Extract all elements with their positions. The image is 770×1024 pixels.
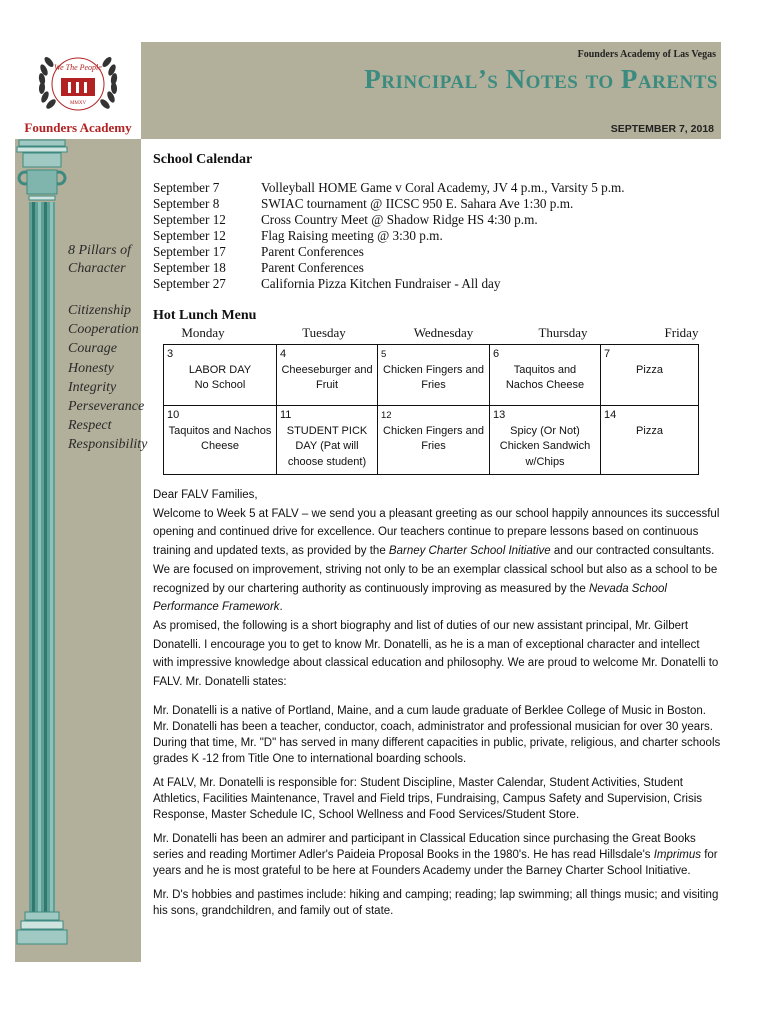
calendar-title: School Calendar bbox=[153, 152, 253, 167]
calendar-event-text: Parent Conferences bbox=[261, 260, 364, 275]
letter-emphasis: Nevada School Performance Framework bbox=[153, 582, 667, 614]
svg-text:We The People: We The People bbox=[54, 63, 102, 72]
calendar-date: September 27 bbox=[153, 276, 226, 291]
calendar-date: September 7 bbox=[153, 180, 220, 195]
lunch-date-number: 3 bbox=[167, 348, 174, 360]
lunch-days-header bbox=[148, 325, 734, 341]
lunch-cell bbox=[601, 406, 699, 475]
letter-text: Welcome to Week 5 at FALV – we send you a pleasant greeting as our school happily announces its successful opening and continued drive for excellence. Our teachers continue to prepare lessons based on continuous training and updated texts, as provided by the bbox=[153, 507, 720, 558]
virtue-item: Perseverance bbox=[68, 399, 145, 415]
bio-paragraph: Mr. Donatelli is a native of Portland, Maine, and a cum laude graduate of Berklee College of Music in Boston. Mr. Donatelli has been a teacher, conductor, coach, administrator and professional musician for over 30 years. During that time, Mr. "D" has served in many different capacities in public, private, religious, and charter schools grades K -12 from Title One to international boarding schools. bbox=[153, 705, 721, 765]
svg-text:MMXV: MMXV bbox=[69, 101, 87, 106]
bio-text: for years and he is most grateful to be here at Founders Academy under the Barney Charter School Initiative. bbox=[153, 849, 718, 877]
lunch-week-row bbox=[164, 406, 699, 475]
lunch-cell bbox=[601, 345, 699, 406]
calendar-event-text: California Pizza Kitchen Fundraiser - All day bbox=[261, 276, 501, 291]
lunch-date-number: 5 bbox=[381, 349, 387, 360]
calendar-event bbox=[153, 244, 625, 260]
letter-text: and our contracted consultants. We are focused on improvement, striving not only to be an exemplar classical school but also as a school to be recognized by our chartering authority as continuously improving as measured by the bbox=[153, 545, 718, 595]
virtues-list bbox=[68, 301, 147, 455]
lunch-item-text: Fries bbox=[421, 440, 446, 452]
lunch-date-number: 12 bbox=[381, 410, 392, 421]
laurel-logo-icon bbox=[15, 42, 141, 139]
calendar-event-text: Volleyball HOME Game v Coral Academy, JV 4 p.m., Varsity 5 p.m. bbox=[261, 180, 625, 195]
org-name: Founders Academy of Las Vegas bbox=[577, 49, 716, 60]
calendar-event-text: SWIAC tournament @ IICSC 950 E. Sahara Ave 1:30 p.m. bbox=[261, 196, 574, 211]
lunch-table bbox=[163, 344, 699, 475]
lunch-cell bbox=[277, 345, 378, 406]
calendar-date: September 12 bbox=[153, 212, 226, 227]
lunch-item-text: Chicken Sandwich bbox=[499, 440, 591, 452]
lunch-day-thursday: Thursday bbox=[538, 325, 588, 340]
letter bbox=[153, 486, 723, 692]
letter-text: . bbox=[279, 601, 283, 614]
lunch-item-text: Pizza bbox=[636, 363, 663, 376]
calendar-event bbox=[153, 196, 625, 212]
lunch-day-monday: Monday bbox=[181, 325, 225, 340]
lunch-day-wednesday: Wednesday bbox=[413, 325, 474, 340]
svg-text:Founders Academy: Founders Academy bbox=[24, 120, 132, 135]
lunch-title: Hot Lunch Menu bbox=[153, 308, 257, 323]
bio-emphasis: Imprimus bbox=[653, 849, 701, 861]
lunch-cell bbox=[164, 345, 277, 406]
virtue-item: Responsibility bbox=[68, 437, 148, 453]
bio-paragraph bbox=[153, 831, 723, 879]
page-title: Principal’s Notes to Parents bbox=[364, 64, 718, 94]
calendar-event-text: Cross Country Meet @ Shadow Ridge HS 4:30 p.m. bbox=[261, 212, 538, 227]
issue-date: SEPTEMBER 7, 2018 bbox=[610, 123, 714, 135]
lunch-cell bbox=[277, 406, 378, 475]
lunch-item-text: Cheeseburger and bbox=[281, 363, 373, 376]
lunch-item-text: Chicken Fingers and bbox=[383, 424, 484, 437]
letter-paragraph: As promised, the following is a short biography and list of duties of our new assistant principal, Mr. Gilbert Donatelli. I encourage you to get to know Mr. Donatelli, as he is a man of exceptional character and intellect with impressive knowledge about classical education and philosophy. We are proud to welcome Mr. Donatelli to FALV. Mr. Donatelli states: bbox=[153, 619, 719, 689]
lunch-item-text: Cheese bbox=[201, 440, 239, 452]
lunch-date-number: 4 bbox=[280, 348, 287, 360]
lunch-item-text: No School bbox=[194, 379, 246, 391]
bio-text: Mr. Donatelli has been an admirer and participant in Classical Education since purchasing the Great Books series and reading Mortimer Adler's Paideia Proposal Books in the 1980's. He has read Hillsdale's bbox=[153, 833, 696, 861]
virtue-item: Courage bbox=[68, 341, 117, 357]
lunch-date-number: 10 bbox=[167, 409, 180, 421]
bio-paragraph: At FALV, Mr. Donatelli is responsible for: Student Discipline, Master Calendar, Student Activities, Student Athletics, Facilities Maintenance, Travel and Field trips, Fundraising, Campus Safety and Supervision, Crisis Response, Master Schedule IC, School Wellness and Food Services/Student Store. bbox=[153, 777, 703, 821]
bio-paragraph: Mr. D's hobbies and pastimes include: hiking and camping; reading; lap swimming; all things music; and visiting his sons, grandchildren, and family out of state. bbox=[153, 889, 719, 917]
virtue-item: Honesty bbox=[68, 360, 114, 376]
bio bbox=[153, 703, 723, 927]
lunch-item-text: Chicken Fingers and bbox=[383, 363, 484, 376]
lunch-cell bbox=[490, 345, 601, 406]
virtue-item: Integrity bbox=[68, 379, 117, 395]
lunch-item-text: choose student) bbox=[287, 455, 367, 468]
lunch-date-number: 7 bbox=[604, 348, 611, 360]
lunch-date-number: 13 bbox=[493, 409, 506, 421]
pillars-title-line: 8 Pillars of bbox=[68, 243, 132, 258]
calendar-event bbox=[153, 276, 625, 292]
calendar-date: September 12 bbox=[153, 228, 226, 243]
lunch-cell bbox=[490, 406, 601, 475]
lunch-date-number: 14 bbox=[604, 409, 617, 421]
letter-greeting: Dear FALV Families, bbox=[153, 489, 258, 501]
lunch-cell bbox=[378, 345, 490, 406]
lunch-item-text: w/Chips bbox=[525, 455, 565, 468]
logo bbox=[15, 42, 141, 139]
lunch-item-text: DAY (Pat will bbox=[295, 440, 359, 452]
lunch-cell bbox=[378, 406, 490, 475]
calendar-event-text: Parent Conferences bbox=[261, 244, 364, 259]
lunch-item-text: STUDENT PICK bbox=[286, 424, 368, 437]
lunch-item-text: Pizza bbox=[636, 424, 663, 437]
lunch-item-text: Fruit bbox=[316, 379, 338, 391]
calendar-event bbox=[153, 228, 625, 244]
pillars-title bbox=[68, 242, 131, 278]
lunch-item-text: Nachos Cheese bbox=[505, 379, 585, 391]
lunch-item-text: Taquitos and Nachos bbox=[168, 424, 272, 437]
lunch-item-text: Fries bbox=[421, 379, 446, 391]
calendar-date: September 17 bbox=[153, 244, 226, 259]
lunch-day-tuesday: Tuesday bbox=[302, 325, 346, 340]
virtue-item: Respect bbox=[68, 418, 112, 434]
calendar-date: September 18 bbox=[153, 260, 226, 275]
calendar-list bbox=[153, 180, 625, 292]
lunch-item-text: Spicy (Or Not) bbox=[510, 424, 580, 437]
calendar-event bbox=[153, 260, 625, 276]
lunch-date-number: 6 bbox=[493, 348, 500, 360]
lunch-item-text: Taquitos and bbox=[513, 363, 577, 376]
lunch-cell bbox=[164, 406, 277, 475]
calendar-event bbox=[153, 180, 625, 196]
virtue-item: Cooperation bbox=[68, 322, 139, 338]
lunch-date-number: 11 bbox=[280, 409, 292, 421]
pillars-title-line: Character bbox=[68, 261, 126, 276]
lunch-day-friday: Friday bbox=[664, 325, 699, 340]
calendar-date: September 8 bbox=[153, 196, 220, 211]
calendar-event bbox=[153, 212, 625, 228]
lunch-week-row bbox=[164, 345, 699, 406]
calendar-event-text: Flag Raising meeting @ 3:30 p.m. bbox=[261, 228, 443, 243]
letter-emphasis: Barney Charter School Initiative bbox=[388, 545, 551, 558]
letter-paragraph bbox=[153, 505, 723, 617]
virtue-item: Citizenship bbox=[68, 303, 132, 318]
lunch-item-text: LABOR DAY bbox=[188, 363, 252, 376]
